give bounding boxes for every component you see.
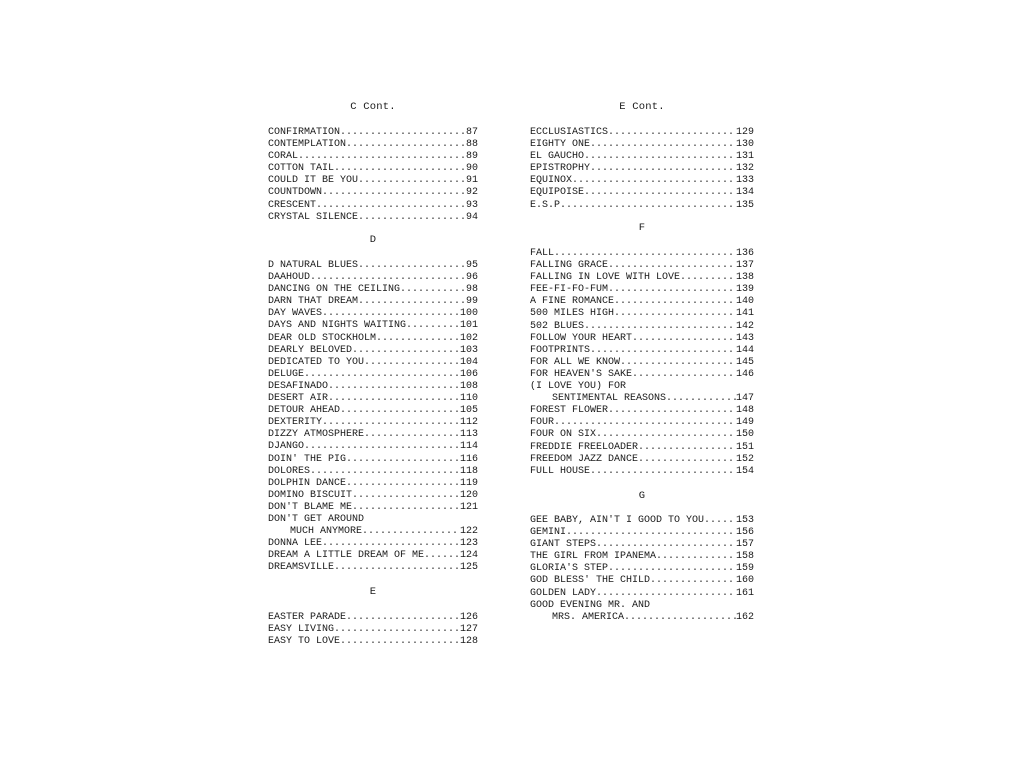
entry-title: CONFIRMATION <box>268 127 341 138</box>
index-entry <box>268 526 478 538</box>
index-entry <box>530 417 754 429</box>
entry-page-number: 89 <box>465 151 478 163</box>
entry-title: DEARLY BELOVED <box>268 344 353 356</box>
index-entry <box>530 200 754 212</box>
entry-title: DETOUR AHEAD <box>268 405 341 417</box>
dot-leader <box>298 151 466 163</box>
dot-leader <box>346 454 460 466</box>
section-heading-e-cont: E Cont. <box>619 101 665 113</box>
entry-title: COTTON TAIL <box>268 163 335 175</box>
dot-leader <box>554 417 736 429</box>
index-entry <box>530 333 754 345</box>
entry-page-number: 114 <box>459 441 478 453</box>
index-entry <box>530 429 754 441</box>
dot-leader <box>340 405 460 417</box>
index-entry <box>268 272 478 284</box>
index-entry <box>268 550 478 562</box>
entry-title: DJANGO <box>268 441 305 453</box>
index-entry <box>530 588 754 600</box>
entry-title: MRS. AMERICA <box>552 611 625 623</box>
section-heading-c-cont: C Cont. <box>350 101 396 113</box>
index-entry <box>530 466 754 478</box>
section-e-cont-entries <box>530 127 754 212</box>
index-entry <box>268 151 478 163</box>
entry-page-number: 116 <box>459 453 478 465</box>
dot-leader <box>358 260 466 272</box>
entry-title: COUNTDOWN <box>268 187 323 199</box>
entry-title: DARN THAT DREAM <box>268 296 359 308</box>
dot-leader <box>322 417 460 429</box>
dot-leader <box>680 272 736 284</box>
dot-leader <box>352 490 460 502</box>
entry-title: THE GIRL FROM IPANEMA <box>530 551 657 563</box>
entry-page-number: 99 <box>465 296 478 308</box>
entry-title: FREDDIE FREELOADER <box>530 441 639 453</box>
entry-title: DREAM A LITTLE DREAM OF ME <box>268 550 425 562</box>
index-entry <box>530 248 754 260</box>
entry-title: DAYS AND NIGHTS WAITING <box>268 320 407 332</box>
entry-title: EASY TO LOVE <box>268 636 341 648</box>
entry-page-number: 139 <box>735 284 754 296</box>
index-entry <box>268 538 478 550</box>
entry-page-number: 161 <box>735 587 754 599</box>
index-entry <box>268 139 478 151</box>
index-entry <box>530 381 754 393</box>
index-entry <box>268 490 478 502</box>
index-entry <box>530 260 754 272</box>
entry-page-number: 112 <box>459 417 478 429</box>
index-entry <box>530 515 754 527</box>
index-entry <box>268 478 478 490</box>
entry-title: EASTER PARADE <box>268 612 347 623</box>
entry-page-number: 138 <box>735 272 754 284</box>
entry-title: CORAL <box>268 151 299 163</box>
dot-leader <box>638 442 736 454</box>
entry-page-number: 106 <box>459 368 478 380</box>
index-entry <box>268 187 478 199</box>
entry-title: GEE BABY, AIN'T I GOOD TO YOU <box>530 515 705 526</box>
entry-page-number: 142 <box>735 320 754 332</box>
dot-leader <box>656 551 736 563</box>
index-entry <box>530 563 754 575</box>
index-entry <box>268 308 478 320</box>
entry-title: FOOTPRINTS <box>530 344 591 356</box>
index-entry <box>530 405 754 417</box>
entry-title: FOUR <box>530 417 555 429</box>
dot-leader <box>590 163 736 175</box>
dot-leader <box>608 405 736 417</box>
index-entry <box>268 417 478 429</box>
dot-leader <box>638 454 736 466</box>
entry-page-number: 94 <box>465 211 478 223</box>
entry-title: FOR ALL WE KNOW <box>530 356 621 368</box>
dot-leader <box>364 357 460 369</box>
index-entry <box>268 454 478 466</box>
dot-leader <box>614 296 736 308</box>
entry-title: DESERT AIR <box>268 393 329 405</box>
index-entry <box>268 466 478 478</box>
entry-page-number: 105 <box>459 405 478 417</box>
dot-leader <box>322 308 460 320</box>
entry-title: GEMINI <box>530 527 567 539</box>
dot-leader <box>334 562 460 574</box>
index-entry <box>268 333 478 345</box>
dot-leader <box>566 527 736 539</box>
index-entry <box>530 308 754 320</box>
index-entry <box>530 369 754 381</box>
dot-leader <box>334 163 466 175</box>
entry-page-number: 113 <box>459 429 478 441</box>
entry-title: EASY LIVING <box>268 624 335 636</box>
entry-page-number: 148 <box>735 405 754 417</box>
entry-page-number: 135 <box>735 199 754 211</box>
entry-title: SENTIMENTAL REASONS <box>552 393 667 405</box>
entry-title: DREAMSVILLE <box>268 562 335 574</box>
entry-page-number: 96 <box>465 272 478 284</box>
index-entry <box>268 212 478 224</box>
entry-page-number: 104 <box>459 356 478 368</box>
entry-title: DAAHOUD <box>268 272 311 284</box>
index-entry <box>530 442 754 454</box>
dot-leader <box>596 429 736 441</box>
entry-page-number: 103 <box>459 344 478 356</box>
index-entry <box>268 405 478 417</box>
entry-page-number: 127 <box>459 624 478 636</box>
dot-leader <box>424 550 460 562</box>
entry-title: 502 BLUES <box>530 320 585 332</box>
entry-title: EIGHTY ONE <box>530 139 591 151</box>
entry-title: (I LOVE YOU) FOR <box>530 381 627 393</box>
entry-title: FEE-FI-FO-FUM <box>530 284 609 296</box>
entry-page-number: 134 <box>735 187 754 199</box>
entry-title: FOREST FLOWER <box>530 405 609 417</box>
entry-page-number: 152 <box>735 453 754 465</box>
index-entry <box>268 127 478 139</box>
entry-title: FOLLOW YOUR HEART <box>530 332 633 344</box>
entry-page-number: 121 <box>459 501 478 513</box>
entry-page-number: 91 <box>465 175 478 187</box>
index-entry <box>530 284 754 296</box>
dot-leader <box>358 175 466 187</box>
entry-title: FALLING IN LOVE WITH LOVE <box>530 272 681 284</box>
entry-page-number: 119 <box>459 477 478 489</box>
entry-title: ECCLUSIASTICS <box>530 127 609 138</box>
entry-page-number: 93 <box>465 199 478 211</box>
section-d-entries <box>268 260 478 574</box>
dot-leader <box>346 478 460 490</box>
dot-leader <box>620 357 736 369</box>
entry-title: EL GAUCHO <box>530 151 585 163</box>
entry-title: CRESCENT <box>268 199 317 211</box>
dot-leader <box>608 260 736 272</box>
entry-title: D NATURAL BLUES <box>268 260 359 271</box>
index-entry <box>268 284 478 296</box>
entry-title: DON'T BLAME ME <box>268 501 353 513</box>
entry-page-number: 118 <box>459 465 478 477</box>
entry-page-number: 102 <box>459 332 478 344</box>
index-entry <box>268 612 478 624</box>
dot-leader <box>572 175 736 187</box>
index-entry <box>268 502 478 514</box>
section-f-entries <box>530 248 754 478</box>
entry-title: EQUINOX <box>530 175 573 187</box>
entry-title: MUCH ANYMORE <box>290 526 363 538</box>
index-entry <box>268 175 478 187</box>
entry-title: DESAFINADO <box>268 380 329 392</box>
dot-leader <box>554 248 736 260</box>
dot-leader <box>346 139 466 151</box>
entry-title: DANCING ON THE CEILING <box>268 284 401 296</box>
dot-leader <box>590 345 736 357</box>
dot-leader <box>624 612 736 624</box>
index-entry <box>530 600 754 612</box>
section-heading-e: E <box>369 586 377 598</box>
entry-page-number: 126 <box>459 612 478 623</box>
entry-page-number: 124 <box>459 550 478 562</box>
index-entry <box>530 357 754 369</box>
entry-page-number: 130 <box>735 139 754 151</box>
entry-title: FALLING GRACE <box>530 260 609 272</box>
entry-page-number: 90 <box>465 163 478 175</box>
index-entry <box>268 393 478 405</box>
dot-leader <box>650 575 736 587</box>
entry-page-number: 158 <box>735 551 754 563</box>
entry-page-number: 140 <box>735 296 754 308</box>
entry-page-number: 136 <box>735 248 754 259</box>
section-heading-f: F <box>638 222 646 234</box>
index-entry <box>268 260 478 272</box>
index-entry <box>530 321 754 333</box>
dot-leader <box>596 539 736 551</box>
entry-page-number: 162 <box>735 611 754 623</box>
entry-title: FOR HEAVEN'S SAKE <box>530 368 633 380</box>
index-entry <box>530 575 754 587</box>
dot-leader <box>352 345 460 357</box>
index-entry <box>268 357 478 369</box>
index-entry <box>268 624 478 636</box>
index-entry <box>268 369 478 381</box>
index-entry <box>530 272 754 284</box>
dot-leader <box>666 393 736 405</box>
dot-leader <box>304 369 460 381</box>
dot-leader <box>376 333 460 345</box>
entry-page-number: 98 <box>465 284 478 296</box>
dot-leader <box>358 296 466 308</box>
entry-page-number: 156 <box>735 527 754 539</box>
index-entry <box>268 514 478 526</box>
entry-page-number: 100 <box>459 308 478 320</box>
index-entry <box>530 454 754 466</box>
dot-leader <box>406 320 460 332</box>
entry-title: GOLDEN LADY <box>530 587 597 599</box>
entry-page-number: 95 <box>465 260 478 271</box>
entry-page-number: 141 <box>735 308 754 320</box>
index-entry <box>530 539 754 551</box>
entry-title: DEAR OLD STOCKHOLM <box>268 332 377 344</box>
entry-page-number: 110 <box>459 393 478 405</box>
entry-page-number: 157 <box>735 539 754 551</box>
index-entry <box>530 127 754 139</box>
entry-title: GIANT STEPS <box>530 539 597 551</box>
dot-leader <box>614 308 736 320</box>
entry-title: COULD IT BE YOU <box>268 175 359 187</box>
entry-page-number: 92 <box>465 187 478 199</box>
index-entry <box>530 187 754 199</box>
dot-leader <box>362 526 460 538</box>
entry-title: FREEDOM JAZZ DANCE <box>530 453 639 465</box>
dot-leader <box>608 563 736 575</box>
entry-title: DOLPHIN DANCE <box>268 477 347 489</box>
dot-leader <box>310 466 460 478</box>
entry-page-number: 150 <box>735 429 754 441</box>
entry-title: CRYSTAL SILENCE <box>268 211 359 223</box>
index-entry <box>268 562 478 574</box>
entry-page-number: 120 <box>459 489 478 501</box>
index-entry <box>530 345 754 357</box>
dot-leader <box>596 588 736 600</box>
entry-page-number: 122 <box>459 526 478 538</box>
index-entry <box>268 429 478 441</box>
index-entry <box>530 151 754 163</box>
section-heading-g: G <box>638 490 646 502</box>
index-entry <box>530 139 754 151</box>
dot-leader <box>590 139 736 151</box>
entry-title: EPISTROPHY <box>530 163 591 175</box>
entry-page-number: 160 <box>735 575 754 587</box>
entry-page-number: 132 <box>735 163 754 175</box>
dot-leader <box>346 612 460 624</box>
section-heading-d: D <box>369 234 377 246</box>
dot-leader <box>584 321 736 333</box>
entry-page-number: 128 <box>459 636 478 648</box>
dot-leader <box>322 538 460 550</box>
index-entry <box>268 441 478 453</box>
entry-page-number: 133 <box>735 175 754 187</box>
dot-leader <box>704 515 736 527</box>
dot-leader <box>632 369 736 381</box>
index-entry <box>530 175 754 187</box>
entry-title: GLORIA'S STEP <box>530 563 609 575</box>
entry-title: DOMINO BISCUIT <box>268 489 353 501</box>
dot-leader <box>352 502 460 514</box>
dot-leader <box>340 127 466 139</box>
dot-leader <box>334 624 460 636</box>
entry-page-number: 87 <box>465 127 478 138</box>
entry-page-number: 108 <box>459 380 478 392</box>
entry-page-number: 137 <box>735 260 754 272</box>
index-entry <box>268 296 478 308</box>
entry-title: FOUR ON SIX <box>530 429 597 441</box>
dot-leader <box>590 466 736 478</box>
dot-leader <box>584 187 736 199</box>
entry-title: DIZZY ATMOSPHERE <box>268 429 365 441</box>
dot-leader <box>310 272 466 284</box>
entry-title: EQUIPOISE <box>530 187 585 199</box>
section-g-entries <box>530 515 754 624</box>
dot-leader <box>316 200 466 212</box>
entry-page-number: 154 <box>735 465 754 477</box>
section-e-entries <box>268 612 478 648</box>
entry-title: DEDICATED TO YOU <box>268 356 365 368</box>
entry-page-number: 143 <box>735 332 754 344</box>
entry-title: GOD BLESS' THE CHILD <box>530 575 651 587</box>
entry-page-number: 101 <box>459 320 478 332</box>
entry-page-number: 147 <box>735 393 754 405</box>
dot-leader <box>340 636 460 648</box>
index-entry <box>530 527 754 539</box>
index-entry <box>530 296 754 308</box>
entry-page-number: 159 <box>735 563 754 575</box>
index-entry <box>268 200 478 212</box>
dot-leader <box>364 429 460 441</box>
index-entry <box>268 636 478 648</box>
dot-leader <box>608 284 736 296</box>
entry-title: DOIN' THE PIG <box>268 453 347 465</box>
section-c-cont-entries <box>268 127 478 224</box>
entry-title: GOOD EVENING MR. AND <box>530 599 651 611</box>
dot-leader <box>322 187 466 199</box>
entry-page-number: 146 <box>735 368 754 380</box>
dot-leader <box>328 381 460 393</box>
dot-leader <box>358 212 466 224</box>
dot-leader <box>400 284 466 296</box>
index-entry <box>268 163 478 175</box>
dot-leader <box>632 333 736 345</box>
entry-title: FALL <box>530 248 555 259</box>
entry-page-number: 153 <box>735 515 754 526</box>
index-entry <box>268 345 478 357</box>
dot-leader <box>304 441 460 453</box>
entry-title: FULL HOUSE <box>530 465 591 477</box>
entry-title: DEXTERITY <box>268 417 323 429</box>
index-entry <box>530 163 754 175</box>
index-entry <box>530 612 754 624</box>
entry-title: DAY WAVES <box>268 308 323 320</box>
index-entry <box>268 320 478 332</box>
entry-title: DONNA LEE <box>268 538 323 550</box>
entry-title: DELUGE <box>268 368 305 380</box>
entry-title: DON'T GET AROUND <box>268 513 365 525</box>
entry-page-number: 145 <box>735 356 754 368</box>
entry-page-number: 88 <box>465 139 478 151</box>
entry-title: CONTEMPLATION <box>268 139 347 151</box>
index-entry <box>268 381 478 393</box>
entry-page-number: 149 <box>735 417 754 429</box>
entry-title: E.S.P. <box>530 199 567 211</box>
entry-page-number: 123 <box>459 538 478 550</box>
dot-leader <box>566 200 736 212</box>
dot-leader <box>608 127 736 139</box>
entry-title: A FINE ROMANCE <box>530 296 615 308</box>
index-entry <box>530 551 754 563</box>
entry-page-number: 144 <box>735 344 754 356</box>
dot-leader <box>584 151 736 163</box>
entry-page-number: 125 <box>459 562 478 574</box>
index-entry <box>530 393 754 405</box>
entry-title: DOLORES <box>268 465 311 477</box>
entry-title: 500 MILES HIGH <box>530 308 615 320</box>
dot-leader <box>328 393 460 405</box>
entry-page-number: 129 <box>735 127 754 138</box>
entry-page-number: 131 <box>735 151 754 163</box>
entry-page-number: 151 <box>735 441 754 453</box>
